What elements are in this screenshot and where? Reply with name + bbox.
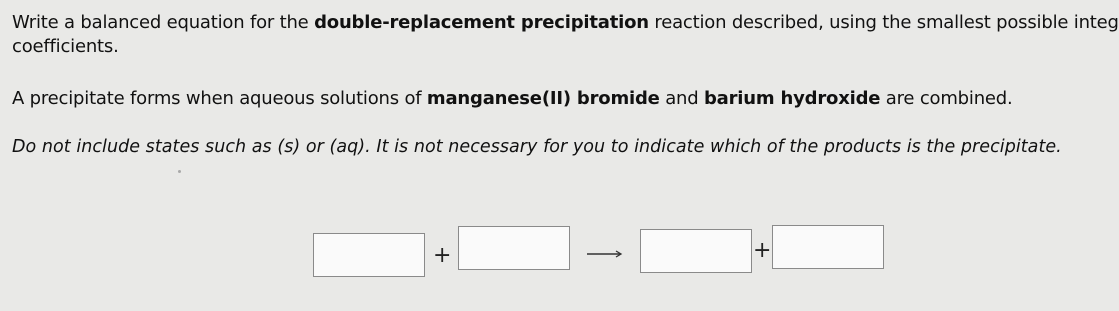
reactant-name-1: manganese(II) bromide (426, 88, 660, 109)
reactant-name-2: barium hydroxide (704, 88, 881, 109)
instruction-line-1 (12, 12, 1119, 33)
plus-sign-products: + (753, 238, 772, 263)
right-arrow-icon (587, 249, 623, 259)
product-2-input[interactable] (772, 225, 884, 269)
instruction-text: Write a balanced equation for the (12, 12, 315, 33)
description-and: and (659, 88, 704, 109)
description-text: A precipitate forms when aqueous solutions of (12, 88, 427, 109)
product-1-input[interactable] (640, 229, 752, 273)
reactant-2-input[interactable] (458, 226, 570, 270)
reaction-type: double-replacement precipitation (314, 12, 649, 33)
reactant-1-input[interactable] (313, 233, 425, 277)
states-note: Do not include states such as (s) or (aq). It is not necessary for you to indicate which of the products is the precipitate. (12, 137, 1062, 157)
plus-sign-reactants: + (433, 243, 452, 268)
instruction-line-2: coefficients. (12, 36, 119, 57)
instruction-text-cont: reaction described, using the smallest possible integ (648, 12, 1119, 33)
description-end: are combined. (880, 88, 1013, 109)
reaction-description (12, 88, 1013, 109)
cursor-dot (178, 170, 181, 173)
